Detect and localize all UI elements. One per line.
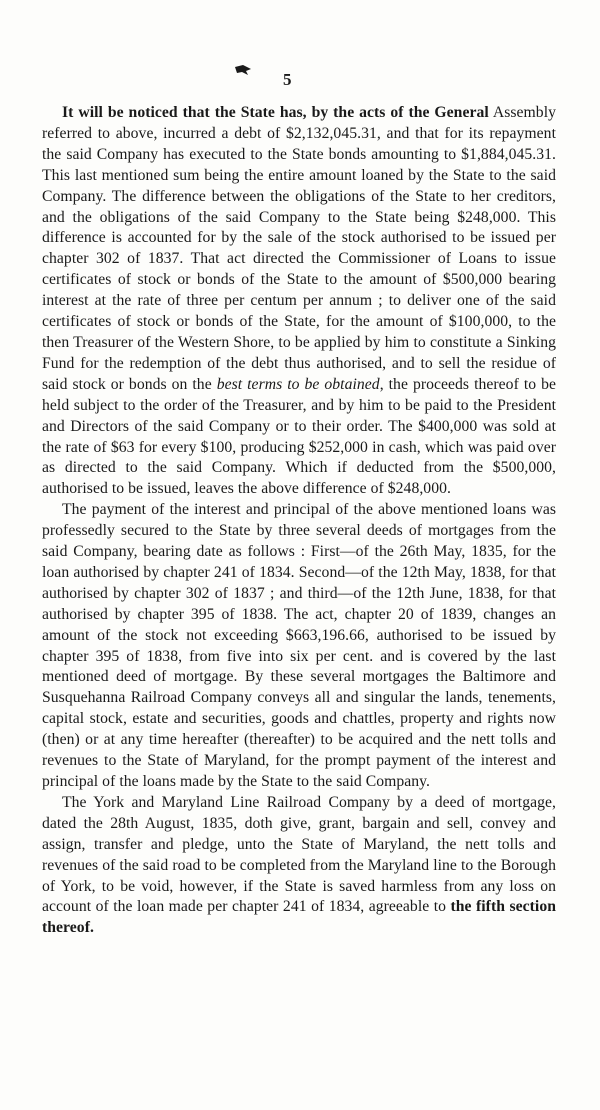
page-number: 5 <box>283 70 292 89</box>
paragraph-1 <box>42 103 556 500</box>
paragraph-2 <box>42 500 556 793</box>
paragraph-1-text-b: , the proceeds thereof to be held subject to the order of the Treasurer, and by him to be paid to the President and Directors of the said Company or to their order. The $400,000 was sold at the rate of $63 for every $100, producing $252,000 in cash, which was paid over as directed to the said Company. Which if deducted from the $500,000, authorised to be issued, leaves the above difference of $248,000. <box>42 375 556 498</box>
paragraph-2-text: The payment of the interest and principal of the above mentioned loans was professedly secured to the State by three several deeds of mortgages from the said Company, bearing date as follows : First—of the 26th May, 1835, for the loan authorised by chapter 241 of 1834. Second—of the 12th May, 1838, for that authorised by chapter 302 of 1837 ; and third—of the 12th June, 1838, for that authorised by chapter 395 of 1838. The act, chapter 20 of 1839, changes an amount of the stock not exceeding $663,196.66, authorised to be issued by chapter 395 of 1838, from five into six per cent. and is covered by the last mentioned deed of mortgage. By these several mortgages the Baltimore and Susquehanna Railroad Company conveys all and singular the lands, tenements, capital stock, estate and securities, goods and chattles, property and rights now (then) or at any time hereafter (thereafter) to be acquired and the nett tolls and revenues to the State of Maryland, for the prompt payment of the interest and principal of the loans made by the State to the said Company. <box>42 501 556 790</box>
paragraph-1-italic: best terms to be obtained <box>216 375 380 393</box>
body-text <box>42 103 556 939</box>
paragraph-3 <box>42 793 556 939</box>
ink-blot-icon <box>234 64 252 76</box>
paragraph-3-closing: the fifth section thereof. <box>42 898 557 937</box>
paragraph-3-text: The York and Maryland Line Railroad Company by a deed of mortgage, dated the 28th August, 1835, doth give, grant, bargain and sell, convey and assign, transfer and pledge, unto the State of Maryland, the nett tolls and revenues of the said road to be completed from the Maryland line to the Borough of York, to be void, however, if the State is saved harmless from any loss on account of the loan made per chapter 241 of 1834, agreeable to <box>42 793 556 916</box>
paragraph-1-lead: It will be noticed that the State has, by the acts of the General <box>62 104 489 121</box>
paragraph-1-text-a: Assembly referred to above, incurred a debt of $2,132,045.31, and that for its repayment the said Company has executed to the State bonds amounting to $1,884,045.31. This last mentioned sum being the entire amount loaned by the State to the said Company. The difference between the obligations of the State to her creditors, and the obligations of the said Company to the State being $248,000. This difference is accounted for by the sale of the stock authorised to be issued per chapter 302 of 1837. That act directed the Commissioner of Loans to issue certificates of stock or bonds of the State to the amount of $500,000 bearing interest at the rate of three per centum per annum ; to deliver one of the said certificates of stock or bonds of the State, for the amount of $100,000, to the then Treasurer of the Western Shore, to be applied by him to constitute a Sinking Fund for the redemption of the debt thus authorised, and to sell the residue of said stock or bonds on the <box>42 104 556 393</box>
